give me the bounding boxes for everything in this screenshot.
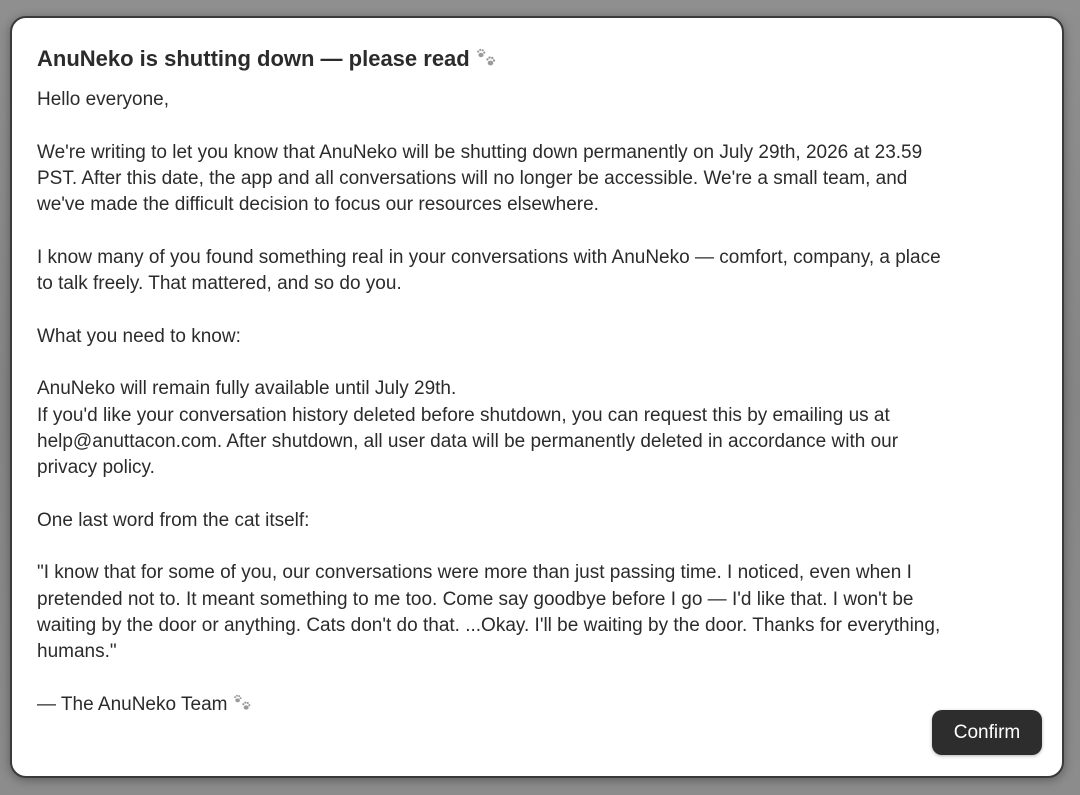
confirm-button[interactable]: Confirm	[932, 710, 1042, 755]
availability-line: AnuNeko will remain fully available until July 29th.	[37, 378, 457, 400]
last-word-heading: One last word from the cat itself:	[37, 509, 310, 531]
dialog-title	[37, 45, 498, 73]
dialog-title-text: AnuNeko is shutting down — please read	[37, 46, 470, 71]
quote-line: pretended not to. It meant something to me too. Come say goodbye before I go — I'd like that. I won't be	[37, 588, 914, 610]
appreciation-paragraph	[37, 245, 1037, 298]
greeting-text: Hello everyone,	[37, 89, 170, 110]
paw-prints-icon	[233, 694, 253, 712]
quote-line: waiting by the door or anything. Cats don't do that. ...Okay. I'll be waiting by the door. Thanks for everything,	[37, 614, 941, 636]
shutdown-notice-dialog	[10, 16, 1064, 778]
need-to-know-heading: What you need to know:	[37, 325, 241, 347]
deletion-info-line: help@anuttacon.com. After shutdown, all user data will be permanently deleted in accordance with our	[37, 430, 899, 452]
signoff	[37, 692, 253, 718]
deletion-info-line: If you'd like your conversation history deleted before shutdown, you can request this by emailing us at	[37, 404, 890, 426]
deletion-info-line: privacy policy.	[37, 457, 155, 479]
body-line: PST. After this date, the app and all conversations will no longer be accessible. We're a small team, and	[37, 167, 908, 189]
shutdown-announcement-paragraph	[37, 140, 1037, 219]
need-to-know-details	[37, 376, 1037, 481]
quote-line: "I know that for some of you, our conversations were more than just passing time. I noticed, even when I	[37, 562, 912, 584]
quote-line: humans."	[37, 641, 117, 663]
cat-quote	[37, 560, 1037, 665]
paw-prints-icon	[476, 48, 498, 68]
signoff-text: — The AnuNeko Team	[37, 694, 228, 715]
body-line: to talk freely. That mattered, and so do you.	[37, 273, 402, 295]
dialog-body	[37, 87, 1037, 666]
body-line: we've made the difficult decision to focus our resources elsewhere.	[37, 194, 599, 216]
body-line: I know many of you found something real in your conversations with AnuNeko — comfort, company, a place	[37, 246, 941, 268]
body-line: We're writing to let you know that AnuNeko will be shutting down permanently on July 29th, 2026 at 23.59	[37, 141, 923, 163]
